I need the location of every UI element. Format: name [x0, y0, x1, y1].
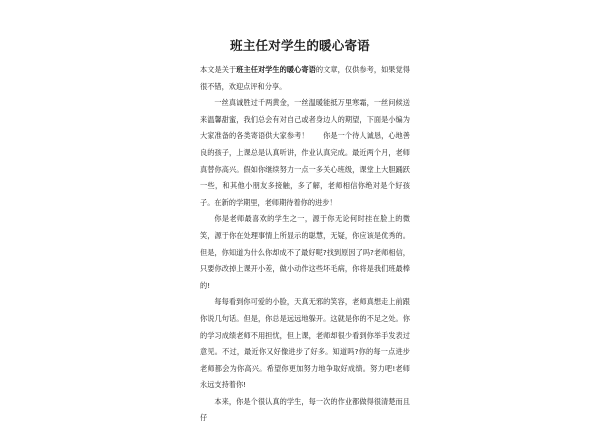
intro-paragraph: [200, 62, 410, 95]
intro-bold-title: 班主任对学生的暖心寄语: [236, 65, 316, 74]
document-body: [200, 62, 410, 427]
body-paragraph: 每每看到你可爱的小脸，天真无邪的笑容，老师真想走上前跟你说几句话。但是，你总是远远地躲开。这就是你的不足之处。你的学习成绩老师不用担忧，但上课，老师却很少看到你举手发表过意见。不过，最近你又好像进步了好多。知道吗?你的每一点进步老师都会为你高兴。希望你更加努力地争取好成绩。努力吧!老师永远支持着你!: [200, 297, 410, 390]
document-title: 班主任对学生的暖心寄语: [230, 38, 370, 53]
body-paragraph: 本来，你是个很认真的学生，每一次的作业都做得很清楚而且仔: [200, 396, 410, 423]
intro-prefix: 本文是关于: [200, 65, 237, 74]
intro-suffix: 的文章，仅供参考，如果觉得很不错，欢迎点评和分享。: [200, 65, 410, 91]
body-paragraph: 你是老师最喜欢的学生之一，源于你无论何时挂在脸上的微笑，源于你在处理事情上所显示的聪慧，无疑，你应该是优秀的。但是，你知道为什么你却成不了最好呢?找到原因了吗?老师相信，只要你改掉上课开小差，做小动作这些坏毛病，你将是我们班最棒的!: [200, 214, 410, 290]
body-paragraph: 一丝真诚胜过千两黄金，一丝温暖能抵万里寒霜，一丝问候送来温馨甜蜜，我们总会有对自己或者身边人的期望，下面是小编为大家准备的各类寄语供大家参考！ 你是一个待人诚恳，心地善良的孩子，上课总是认真听讲，作业认真完成。最近两个月，老师真替你高兴。假如你继续努力一点一多关心班级，课堂上大胆踊跃一些，和其他小朋友多接触，多了解，老师相信你绝对是个好孩子。在新的学期里，老师期待着你的进步！: [200, 98, 410, 207]
